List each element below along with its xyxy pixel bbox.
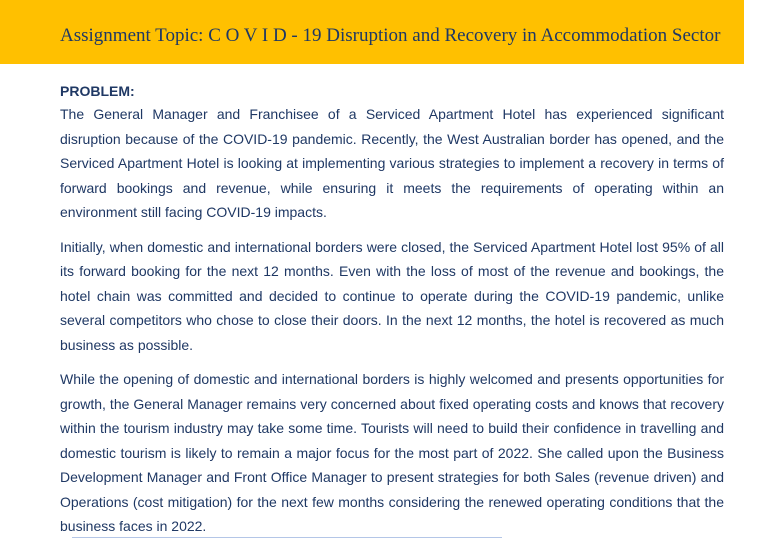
paragraph-2: Initially, when domestic and international borders were closed, the Serviced Apartment Hotel lost 95% of all its forward booking for the next 12 months. Even with the loss of most of the revenue and bookings, the hotel chain was committed and decided to continue to operate during the COVID-19 pandemic, unlike several competitors who chose to close their doors. In the next 12 months, the hotel is recovered as much business as possible. [60,238,724,353]
table-top-border [72,537,502,538]
assignment-title: Assignment Topic: C O V I D - 19 Disruption and Recovery in Accommodation Sector [60,25,721,46]
paragraph-1: The General Manager and Franchisee of a Serviced Apartment Hotel has experienced significant disruption because of the COVID-19 pandemic. Recently, the West Australian border has opened, and the Serviced Apartment Hotel is looking at implementing various strategies to implement a recovery in terms of forward bookings and revenue, while ensuring it meets the requirements of operating within an environment still facing COVID-19 impacts. [60,106,724,220]
paragraph-3: While the opening of domestic and international borders is highly welcomed and presents opportunities for growth, the General Manager remains very concerned about fixed operating costs and knows that recovery within the tourism industry may take some time. Tourists will need to build their confidence in travelling and domestic tourism is likely to remain a major focus for the most part of 2022. She called upon the Business Development Manager and Front Office Manager to present strategies for both Sales (revenue driven) and Operations (cost mitigation) for the next few months considering the renewed operating conditions that the business faces in 2022. [60,371,724,534]
title-banner [0,0,744,64]
document-body [60,80,724,539]
problem-heading: PROBLEM: [60,83,135,99]
